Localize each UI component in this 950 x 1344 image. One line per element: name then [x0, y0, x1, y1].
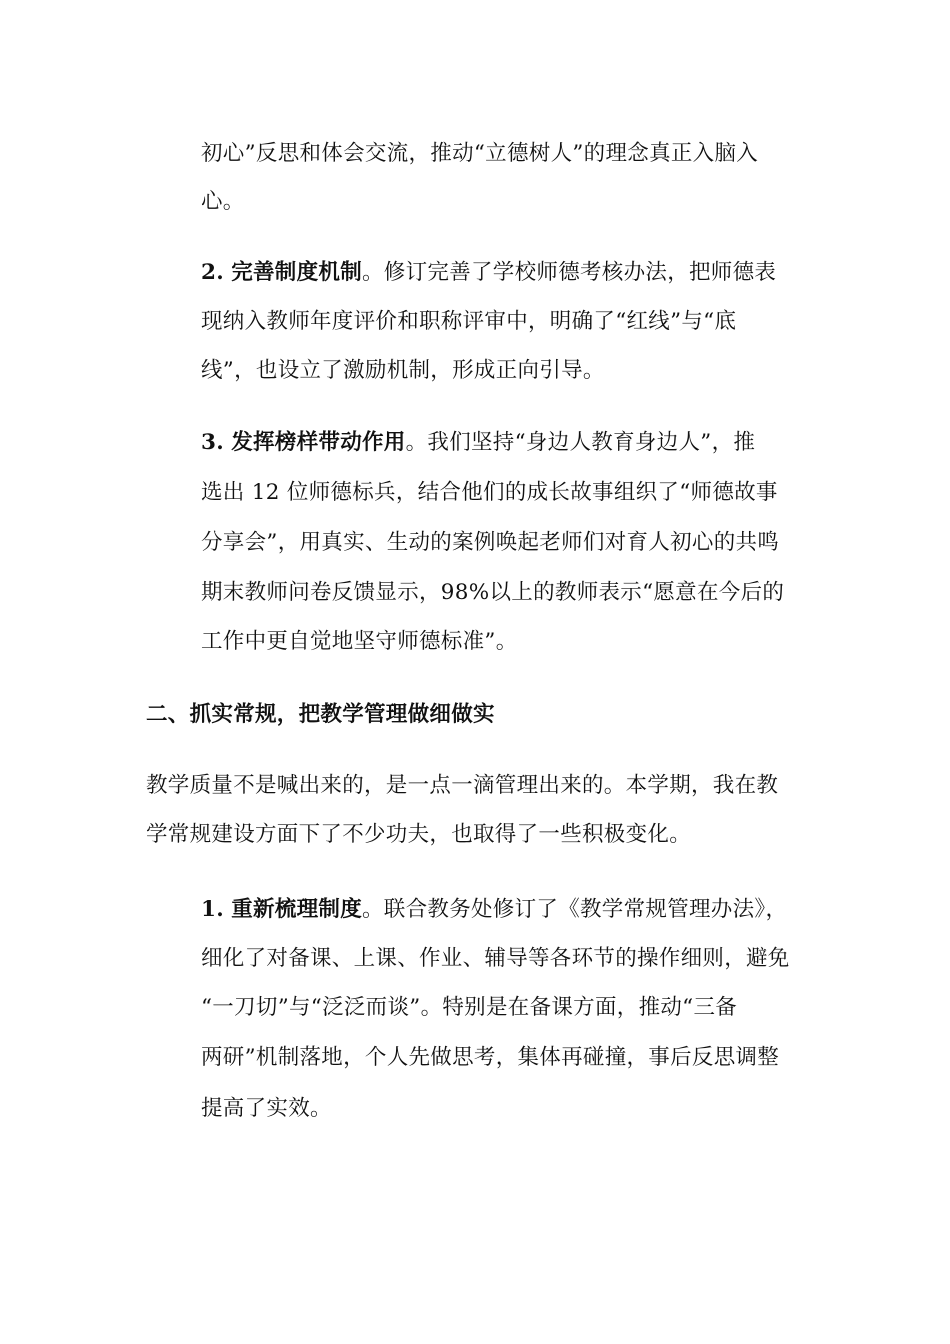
paragraph-line: 线”，也设立了激励机制，形成正向引导。: [201, 358, 605, 383]
list-item-title: 发挥榜样带动作用: [231, 430, 406, 455]
list-item-number: 2.: [201, 260, 225, 285]
paragraph-line: 两研”机制落地，个人先做思考，集体再碰撞，事后反思调整: [201, 1045, 780, 1070]
paragraph-line: 期末教师问卷反馈显示，98%以上的教师表示“愿意在今后的: [201, 580, 785, 605]
paragraph-line: 现纳入教师年度评价和职称评审中，明确了“红线”与“底: [201, 309, 737, 334]
paragraph-line: 提高了实效。: [201, 1096, 332, 1121]
list-item-title: 完善制度机制: [231, 260, 362, 285]
paragraph-line: 工作中更自觉地坚守师德标准”。: [201, 629, 518, 654]
list-item-text: 。我们坚持“身边人教育身边人”，推: [405, 430, 756, 455]
list-item-number: 1.: [201, 897, 225, 922]
list-item-2-first-line: [201, 258, 776, 288]
section-heading: 二、抓实常规，把教学管理做细做实: [146, 702, 495, 727]
paragraph-line: 学常规建设方面下了不少功夫，也取得了一些积极变化。: [146, 822, 692, 847]
paragraph-line: “一刀切”与“泛泛而谈”。特别是在备课方面，推动“三备: [201, 995, 738, 1020]
list-item-1-first-line: [201, 895, 787, 925]
paragraph-line: 细化了对备课、上课、作业、辅导等各环节的操作细则，避免: [201, 946, 790, 971]
paragraph-line: 教学质量不是喊出来的，是一点一滴管理出来的。本学期，我在教: [146, 773, 779, 798]
paragraph-line: 心。: [201, 189, 245, 214]
list-item-title: 重新梳理制度: [231, 897, 362, 922]
paragraph-line: 选出 12 位师德标兵，结合他们的成长故事组织了“师德故事: [201, 480, 778, 505]
list-item-number: 3.: [201, 430, 225, 455]
list-item-text: 。联合教务处修订了《教学常规管理办法》，: [362, 897, 788, 922]
list-item-text: 。修订完善了学校师德考核办法，把师德表: [362, 260, 777, 285]
list-item-3-first-line: [201, 428, 755, 458]
paragraph-line: 初心”反思和体会交流，推动“立德树人”的理念真正入脑入: [201, 141, 759, 166]
paragraph-line: 分享会”，用真实、生动的案例唤起老师们对育人初心的共鸣: [201, 530, 780, 555]
